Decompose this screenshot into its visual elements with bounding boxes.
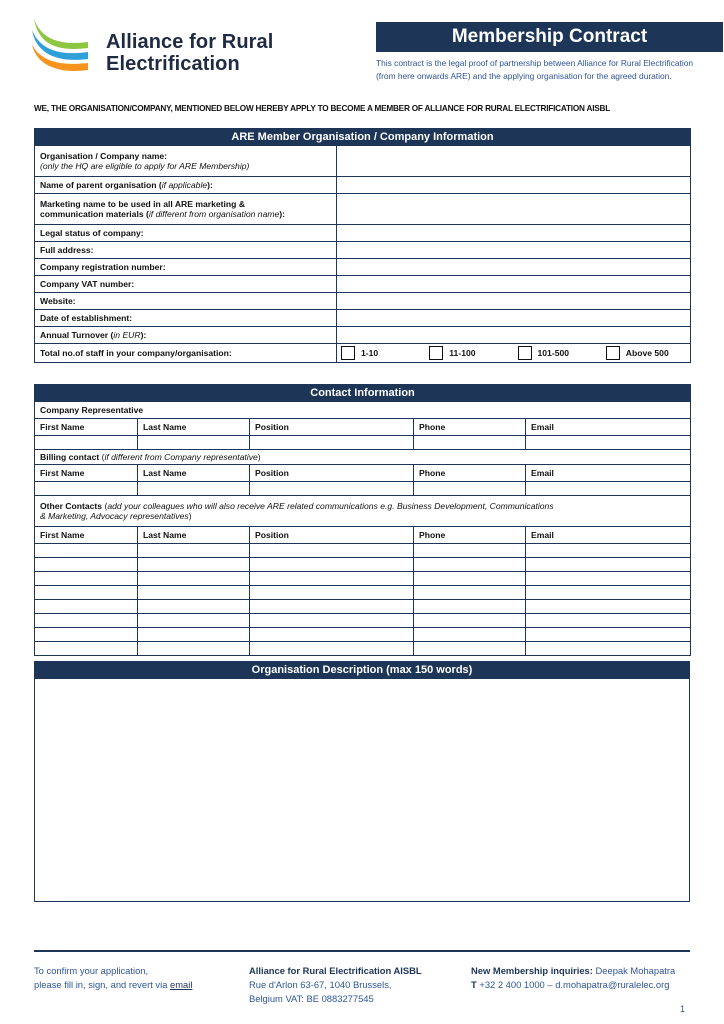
- org-logo-wordmark: [106, 31, 273, 75]
- turnover-label-text: Annual Turnover: [40, 330, 109, 340]
- column-header: Last Name: [138, 465, 250, 482]
- full-address-field[interactable]: [337, 242, 691, 259]
- other-contacts-label-text: Other Contacts: [40, 501, 103, 511]
- phone-field[interactable]: [414, 482, 526, 496]
- email-field[interactable]: [526, 544, 691, 558]
- representative-header-row: [35, 419, 691, 436]
- subtitle-line-1: This contract is the legal proof of partnership between Alliance for Rural Electrification: [376, 58, 694, 68]
- column-header: Position: [250, 419, 414, 436]
- last-name-field[interactable]: [138, 482, 250, 496]
- turnover-note: in EUR: [113, 330, 141, 340]
- position-field[interactable]: [250, 642, 414, 656]
- page-number: 1: [680, 1004, 686, 1014]
- website-field[interactable]: [337, 293, 691, 310]
- staff-option-11-100[interactable]: [425, 346, 513, 360]
- staff-option-above-500[interactable]: [602, 346, 690, 360]
- position-field[interactable]: [250, 482, 414, 496]
- footer-org-name: Alliance for Rural Electrification AISBL: [249, 965, 422, 976]
- last-name-field[interactable]: [138, 572, 250, 586]
- org-name-label-text: Organisation / Company name:: [40, 151, 168, 161]
- table-row: [35, 482, 691, 496]
- other-contacts-note-line-1: add your colleagues who will also receive ARE related communications e.g. Business Development, Communications: [107, 501, 554, 511]
- marketing-label-line-2: communication materials: [40, 209, 144, 219]
- parent-org-note: if applicable: [161, 180, 208, 190]
- column-header: Phone: [414, 527, 526, 544]
- column-header: Email: [526, 465, 691, 482]
- first-name-field[interactable]: [35, 642, 138, 656]
- position-field[interactable]: [250, 436, 414, 450]
- position-field[interactable]: [250, 558, 414, 572]
- marketing-note: if different from organisation name: [148, 209, 280, 219]
- staff-option-label: 11-100: [449, 348, 476, 358]
- page-title: Membership Contract: [376, 22, 723, 52]
- vat-number-field[interactable]: [337, 276, 691, 293]
- last-name-field[interactable]: [138, 544, 250, 558]
- parent-org-label-text: Name of parent organisation: [40, 180, 157, 190]
- parent-org-tail: ):: [207, 180, 213, 190]
- checkbox-icon[interactable]: [518, 346, 532, 360]
- email-field[interactable]: [526, 572, 691, 586]
- first-name-field[interactable]: [35, 628, 138, 642]
- vat-number-label: Company VAT number:: [35, 276, 337, 293]
- footer-divider: [34, 950, 690, 952]
- last-name-field[interactable]: [138, 600, 250, 614]
- table-row: [35, 558, 691, 572]
- description-section-title: Organisation Description (max 150 words): [34, 661, 690, 679]
- org-name-label: [35, 146, 337, 177]
- column-header: Last Name: [138, 527, 250, 544]
- company-section-title: ARE Member Organisation / Company Information: [35, 129, 691, 146]
- org-name-field[interactable]: [337, 146, 691, 177]
- footer-address: [249, 964, 459, 1006]
- full-address-label: Full address:: [35, 242, 337, 259]
- column-header: Last Name: [138, 419, 250, 436]
- position-field[interactable]: [250, 586, 414, 600]
- table-row: [35, 614, 691, 628]
- footer-phone-email: +32 2 400 1000 – d.mohapatra@ruralelec.org: [476, 979, 670, 990]
- registration-number-field[interactable]: [337, 259, 691, 276]
- phone-field[interactable]: [414, 600, 526, 614]
- contact-info-table: [34, 384, 691, 656]
- marketing-name-label: Marketing name to be used in all ARE marketing & communication materials (if different from organisation name):: [35, 194, 337, 225]
- column-header: Phone: [414, 419, 526, 436]
- email-field[interactable]: [526, 436, 691, 450]
- staff-count-label: Total no.of staff in your company/organisation:: [35, 344, 337, 363]
- table-row: [35, 572, 691, 586]
- email-field[interactable]: [526, 642, 691, 656]
- table-row: [35, 544, 691, 558]
- first-name-field[interactable]: [35, 600, 138, 614]
- marketing-tail: ):: [279, 209, 286, 219]
- table-row: [35, 436, 691, 450]
- column-header: Position: [250, 527, 414, 544]
- are-logo-icon: [30, 16, 94, 78]
- last-name-field[interactable]: [138, 628, 250, 642]
- table-row: [35, 600, 691, 614]
- column-header: Phone: [414, 465, 526, 482]
- first-name-field[interactable]: [35, 558, 138, 572]
- column-header: First Name: [35, 527, 138, 544]
- footer-left-line-2: please fill in, sign, and revert via: [34, 979, 171, 990]
- parent-org-label: Name of parent organisation (if applicable):: [35, 177, 337, 194]
- column-header: Email: [526, 419, 691, 436]
- registration-number-label: Company registration number:: [35, 259, 337, 276]
- marketing-label-line-1: Marketing name to be used in all ARE marketing &: [40, 199, 246, 209]
- last-name-field[interactable]: [138, 558, 250, 572]
- column-header: Position: [250, 465, 414, 482]
- footer-confirm-note: [34, 964, 234, 992]
- email-field[interactable]: [526, 482, 691, 496]
- billing-label-text: Billing contact: [40, 452, 100, 462]
- column-header: First Name: [35, 465, 138, 482]
- position-field[interactable]: [250, 628, 414, 642]
- establishment-date-field[interactable]: [337, 310, 691, 327]
- other-contacts-header-row: [35, 527, 691, 544]
- checkbox-icon[interactable]: [341, 346, 355, 360]
- billing-header-row: [35, 465, 691, 482]
- first-name-field[interactable]: [35, 614, 138, 628]
- company-representative-label: Company Representative: [35, 402, 691, 419]
- contact-section-title: Contact Information: [35, 385, 691, 402]
- other-contacts-label: Other Contacts (add your colleagues who will also receive ARE related communications e.g. Business Development, Communications & Marketing, Advocacy representatives): [35, 496, 691, 527]
- phone-field[interactable]: [414, 628, 526, 642]
- footer-inquiries-label: New Membership inquiries:: [471, 965, 593, 976]
- email-field[interactable]: [526, 628, 691, 642]
- first-name-field[interactable]: [35, 544, 138, 558]
- footer-phone-label: T: [471, 979, 477, 990]
- footer-left-line-1: To confirm your application,: [34, 965, 149, 976]
- staff-option-101-500[interactable]: [514, 346, 602, 360]
- footer-vat-line: Belgium VAT: BE 0883277545: [249, 993, 374, 1004]
- first-name-field[interactable]: [35, 482, 138, 496]
- last-name-field[interactable]: [138, 614, 250, 628]
- column-header: First Name: [35, 419, 138, 436]
- phone-field[interactable]: [414, 544, 526, 558]
- parent-org-field[interactable]: [337, 177, 691, 194]
- billing-note: if different from Company representative: [104, 452, 258, 462]
- annual-turnover-field[interactable]: [337, 327, 691, 344]
- subtitle-line-2: (from here onwards ARE) and the applying organisation for the agreed duration.: [376, 70, 672, 81]
- checkbox-icon[interactable]: [606, 346, 620, 360]
- position-field[interactable]: [250, 614, 414, 628]
- staff-option-label: 1-10: [361, 348, 379, 358]
- first-name-field[interactable]: [35, 572, 138, 586]
- phone-field[interactable]: [414, 642, 526, 656]
- table-row: [35, 642, 691, 656]
- footer-inquiries: [471, 964, 696, 992]
- position-field[interactable]: [250, 572, 414, 586]
- staff-option-label: Above 500: [625, 348, 669, 358]
- organisation-description-field[interactable]: [34, 679, 690, 902]
- position-field[interactable]: [250, 544, 414, 558]
- last-name-field[interactable]: [138, 642, 250, 656]
- first-name-field[interactable]: [35, 586, 138, 600]
- phone-field[interactable]: [414, 586, 526, 600]
- position-field[interactable]: [250, 600, 414, 614]
- staff-count-options: [337, 344, 691, 363]
- logo-line-2: Electrification: [106, 53, 240, 75]
- email-field[interactable]: [526, 558, 691, 572]
- staff-option-label: 101-500: [537, 348, 570, 358]
- last-name-field[interactable]: [138, 586, 250, 600]
- last-name-field[interactable]: [138, 436, 250, 450]
- email-field[interactable]: [526, 586, 691, 600]
- first-name-field[interactable]: [35, 436, 138, 450]
- turnover-tail: ):: [140, 330, 147, 340]
- annual-turnover-label: Annual Turnover (in EUR):: [35, 327, 337, 344]
- phone-field[interactable]: [414, 572, 526, 586]
- staff-option-1-10[interactable]: [337, 346, 425, 360]
- website-label: Website:: [35, 293, 337, 310]
- email-link[interactable]: email: [170, 979, 193, 990]
- phone-field[interactable]: [414, 614, 526, 628]
- phone-field[interactable]: [414, 436, 526, 450]
- other-contacts-note-line-2: & Marketing, Advocacy representatives: [40, 511, 189, 521]
- email-field[interactable]: [526, 614, 691, 628]
- application-statement: WE, THE ORGANISATION/COMPANY, MENTIONED BELOW HEREBY APPLY TO BECOME A MEMBER OF ALLIANCE FOR RURAL ELECTRIFICATION AISBL: [34, 104, 611, 113]
- company-info-table: [34, 128, 691, 363]
- column-header: Email: [526, 527, 691, 544]
- marketing-name-field[interactable]: [337, 194, 691, 225]
- checkbox-icon[interactable]: [429, 346, 443, 360]
- org-name-note: (only the HQ are eligible to apply for ARE Membership): [40, 161, 250, 171]
- contract-subtitle: [376, 57, 716, 82]
- phone-field[interactable]: [414, 558, 526, 572]
- table-row: [35, 586, 691, 600]
- billing-contact-label: Billing contact (if different from Company representative): [35, 450, 691, 465]
- footer-address-line: Rue d'Arlon 63-67, 1040 Brussels,: [249, 979, 392, 990]
- table-row: [35, 628, 691, 642]
- email-field[interactable]: [526, 600, 691, 614]
- logo-line-1: Alliance for Rural: [106, 31, 274, 53]
- legal-status-field[interactable]: [337, 225, 691, 242]
- establishment-date-label: Date of establishment:: [35, 310, 337, 327]
- footer-contact-name: Deepak Mohapatra: [592, 965, 676, 976]
- legal-status-label: Legal status of company:: [35, 225, 337, 242]
